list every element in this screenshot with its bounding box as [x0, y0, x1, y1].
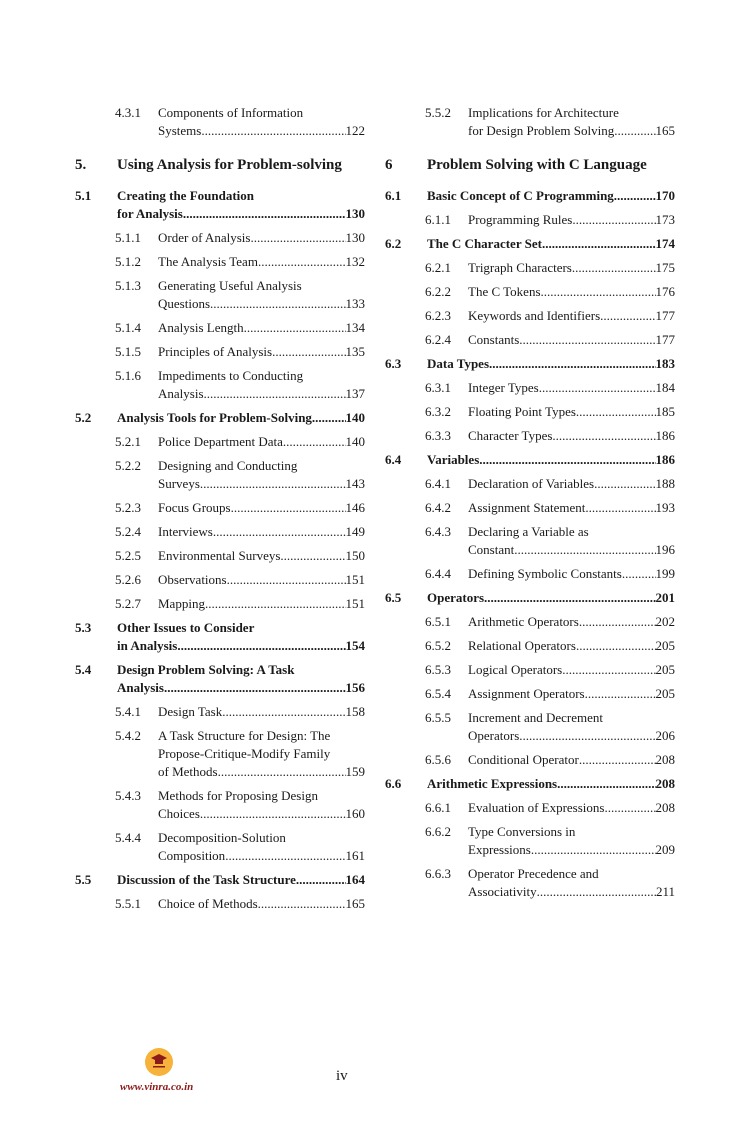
entry-number: 6.5.2	[425, 638, 451, 653]
entry-title: Declaration of Variables	[468, 476, 595, 491]
entry-page: 150	[345, 548, 365, 563]
entry-page: 184	[655, 380, 675, 395]
publisher-logo	[145, 1048, 173, 1076]
entry-title: Character Types	[468, 428, 553, 443]
toc-entry	[75, 871, 365, 889]
entry-title: Design Task	[158, 704, 223, 719]
entry-title: Principles of Analysis	[158, 344, 273, 359]
entry-title: Programming Rules	[468, 212, 573, 227]
entry-page: 151	[345, 572, 365, 587]
entry-title: Systems	[158, 123, 202, 138]
entry-number: 5.5	[75, 872, 92, 887]
dot-leader	[283, 433, 346, 451]
entry-page: 140	[345, 410, 365, 425]
entry-title: Propose-Critique-Modify Family	[158, 746, 331, 761]
entry-title: Mapping	[158, 596, 205, 611]
entry-title: Analysis	[117, 680, 164, 695]
entry-number: 5.2.5	[115, 548, 141, 563]
entry-title: Type Conversions in	[468, 824, 576, 839]
entry-title: Problem Solving with C Language	[427, 157, 647, 173]
entry-title: Operators	[427, 590, 485, 605]
entry-number: 6.6.2	[425, 824, 451, 839]
entry-page: 202	[655, 614, 675, 629]
entry-page: 130	[345, 230, 365, 245]
entry-page: 130	[345, 206, 365, 221]
entry-page: 122	[345, 123, 365, 138]
dot-leader	[272, 343, 345, 361]
entry-page: 164	[345, 872, 365, 887]
entry-page: 208	[655, 800, 675, 815]
toc-entry	[385, 379, 675, 397]
toc-left-column	[75, 104, 365, 919]
entry-number: 5.	[75, 157, 87, 173]
entry-number: 6.3.1	[425, 380, 451, 395]
entry-page: 174	[655, 236, 675, 251]
toc-entry	[385, 775, 675, 793]
entry-page: 140	[345, 434, 365, 449]
dot-leader	[213, 523, 346, 541]
dot-leader	[557, 775, 655, 793]
entry-number: 5.1.4	[115, 320, 141, 335]
entry-page: 175	[655, 260, 675, 275]
entry-page: 165	[655, 123, 675, 138]
entry-title: Observations	[158, 572, 227, 587]
dot-leader	[258, 253, 346, 271]
entry-page: 149	[345, 524, 365, 539]
entry-title: Analysis Tools for Problem-Solving	[117, 410, 312, 425]
entry-page: 137	[345, 386, 365, 401]
entry-title: Components of Information	[158, 105, 304, 120]
entry-page: 161	[345, 848, 365, 863]
toc-entry	[385, 283, 675, 301]
entry-number: 6.6.1	[425, 800, 451, 815]
entry-page: 211	[655, 884, 675, 899]
entry-page: 205	[655, 686, 675, 701]
entry-page: 185	[655, 404, 675, 419]
toc-entry	[75, 253, 365, 271]
entry-page: 188	[655, 476, 675, 491]
entry-number: 5.5.2	[425, 105, 451, 120]
entry-title: Methods for Proposing Design	[158, 788, 318, 803]
entry-title: The C Tokens	[468, 284, 541, 299]
toc-entry	[75, 595, 365, 613]
entry-title: Arithmetic Expressions	[427, 776, 558, 791]
entry-title: The C Character Set	[427, 236, 542, 251]
entry-number: 6.3	[385, 356, 402, 371]
entry-page: 205	[655, 662, 675, 677]
entry-title: of Methods	[158, 764, 218, 779]
entry-number: 6.4	[385, 452, 402, 467]
toc-entry	[75, 787, 365, 823]
toc-entry	[385, 403, 675, 421]
dot-leader	[519, 727, 655, 745]
dot-leader	[537, 883, 656, 901]
dot-leader	[205, 595, 346, 613]
entry-title: Creating the Foundation	[117, 188, 254, 203]
dot-leader	[585, 685, 656, 703]
entry-title: Police Department Data	[158, 434, 283, 449]
dot-leader	[552, 427, 655, 445]
entry-title: Assignment Statement	[468, 500, 586, 515]
toc-entry	[75, 571, 365, 589]
toc-entry	[75, 229, 365, 247]
dot-leader	[519, 331, 655, 349]
dot-leader	[484, 589, 655, 607]
chapter-heading	[75, 155, 365, 175]
dot-leader	[244, 319, 346, 337]
entry-title: Analysis Length	[158, 320, 244, 335]
toc-entry	[385, 685, 675, 703]
page-number: iv	[336, 1068, 348, 1084]
entry-number: 6.5.5	[425, 710, 451, 725]
entry-number: 6.2.1	[425, 260, 451, 275]
toc-entry	[385, 211, 675, 229]
entry-number: 5.2.4	[115, 524, 141, 539]
entry-page: 183	[655, 356, 675, 371]
entry-number: 5.1.2	[115, 254, 141, 269]
entry-number: 6.2	[385, 236, 402, 251]
dot-leader	[210, 295, 346, 313]
toc-entry	[385, 799, 675, 817]
dot-leader	[539, 379, 656, 397]
entry-number: 5.1.1	[115, 230, 141, 245]
entry-title: Increment and Decrement	[468, 710, 603, 725]
dot-leader	[231, 499, 346, 517]
entry-page: 193	[655, 500, 675, 515]
entry-number: 6.1.1	[425, 212, 451, 227]
entry-page: 151	[345, 596, 365, 611]
entry-title: Relational Operators	[468, 638, 576, 653]
entry-title: for Analysis	[117, 206, 183, 221]
toc-entry	[385, 451, 675, 469]
website-url: www.vinra.co.in	[120, 1081, 194, 1093]
entry-title: Discussion of the Task Structure	[117, 872, 296, 887]
entry-title: Keywords and Identifiers	[468, 308, 601, 323]
entry-title: Conditional Operator	[468, 752, 579, 767]
toc-entry	[385, 235, 675, 253]
entry-title: Composition	[158, 848, 226, 863]
toc-entry	[385, 259, 675, 277]
dot-leader	[541, 283, 656, 301]
entry-title: Impediments to Conducting	[158, 368, 304, 383]
entry-title: A Task Structure for Design: The	[158, 728, 331, 743]
dot-leader	[622, 565, 656, 583]
toc-entry	[385, 865, 675, 901]
entry-title: Variables	[427, 452, 480, 467]
dot-leader	[250, 229, 345, 247]
toc-entry	[75, 277, 365, 313]
entry-number: 5.1.6	[115, 368, 141, 383]
entry-title: Integer Types	[468, 380, 539, 395]
toc-entry	[75, 409, 365, 427]
entry-page: 135	[345, 344, 365, 359]
entry-title: Environmental Surveys	[158, 548, 281, 563]
entry-page: 177	[655, 308, 675, 323]
entry-number: 6.3.2	[425, 404, 451, 419]
entry-title: Defining Symbolic Constants	[468, 566, 622, 581]
dot-leader	[594, 475, 655, 493]
entry-number: 6.1	[385, 188, 402, 203]
toc-entry	[385, 661, 675, 679]
entry-page: 165	[345, 896, 365, 911]
entry-title: Decomposition-Solution	[158, 830, 286, 845]
entry-number: 5.4.2	[115, 728, 141, 743]
entry-title: Associativity	[468, 884, 537, 899]
entry-number: 6.5	[385, 590, 402, 605]
toc-entry	[385, 823, 675, 859]
entry-title: Logical Operators	[468, 662, 563, 677]
entry-number: 5.5.1	[115, 896, 141, 911]
toc-right-column	[385, 104, 675, 907]
dot-leader	[312, 409, 346, 427]
entry-number: 6.6	[385, 776, 402, 791]
toc-entry	[75, 433, 365, 451]
entry-title: Evaluation of Expressions	[468, 800, 605, 815]
dot-leader	[514, 541, 655, 559]
dot-leader	[531, 841, 656, 859]
entry-title: Generating Useful Analysis	[158, 278, 302, 293]
entry-page: 133	[345, 296, 365, 311]
dot-leader	[200, 475, 346, 493]
dot-leader	[585, 499, 655, 517]
entry-page: 158	[345, 704, 365, 719]
entry-page: 205	[655, 638, 675, 653]
entry-number: 6.2.2	[425, 284, 451, 299]
entry-title: Questions	[158, 296, 210, 311]
dot-leader	[542, 235, 656, 253]
dot-leader	[614, 187, 656, 205]
entry-number: 5.2.7	[115, 596, 141, 611]
dot-leader	[183, 205, 346, 223]
graduation-cap-icon	[151, 1053, 167, 1069]
toc-entry	[385, 523, 675, 559]
toc-entry	[75, 895, 365, 913]
toc-entry	[75, 187, 365, 223]
entry-title: Interviews	[158, 524, 213, 539]
entry-title: Using Analysis for Problem-solving	[117, 157, 342, 173]
entry-number: 6.5.1	[425, 614, 451, 629]
entry-number: 6.4.3	[425, 524, 451, 539]
entry-title: Operator Precedence and	[468, 866, 599, 881]
toc-entry	[385, 589, 675, 607]
entry-number: 5.1.5	[115, 344, 141, 359]
entry-number: 6.5.4	[425, 686, 451, 701]
entry-page: 160	[345, 806, 365, 821]
dot-leader	[258, 895, 346, 913]
entry-title: Arithmetic Operators	[468, 614, 579, 629]
dot-leader	[227, 571, 346, 589]
entry-title: in Analysis	[117, 638, 178, 653]
entry-title: Implications for Architecture	[468, 105, 619, 120]
entry-title: Floating Point Types	[468, 404, 576, 419]
entry-number: 5.2.2	[115, 458, 141, 473]
toc-entry	[75, 343, 365, 361]
dot-leader	[177, 637, 345, 655]
entry-page: 132	[345, 254, 365, 269]
entry-title: Choices	[158, 806, 200, 821]
entry-title: Design Problem Solving: A Task	[117, 662, 295, 677]
toc-entry	[75, 523, 365, 541]
dot-leader	[614, 122, 655, 140]
dot-leader	[204, 385, 346, 403]
dot-leader	[576, 403, 656, 421]
toc-entry	[385, 475, 675, 493]
entry-number: 4.3.1	[115, 105, 141, 120]
dot-leader	[218, 763, 346, 781]
entry-page: 208	[655, 752, 675, 767]
entry-number: 5.2.1	[115, 434, 141, 449]
entry-number: 6.4.2	[425, 500, 451, 515]
dot-leader	[201, 122, 345, 140]
entry-page: 159	[345, 764, 365, 779]
toc-entry	[75, 104, 365, 140]
entry-page: 134	[345, 320, 365, 335]
dot-leader	[222, 703, 345, 721]
entry-number: 5.2.3	[115, 500, 141, 515]
toc-entry	[385, 613, 675, 631]
entry-page: 186	[655, 452, 675, 467]
dot-leader	[200, 805, 346, 823]
toc-entry	[75, 703, 365, 721]
toc-entry	[385, 104, 675, 140]
entry-page: 208	[655, 776, 675, 791]
entry-number: 5.3	[75, 620, 92, 635]
entry-page: 201	[655, 590, 675, 605]
toc-entry	[75, 829, 365, 865]
toc-entry	[385, 331, 675, 349]
entry-number: 6.5.6	[425, 752, 451, 767]
entry-page: 176	[655, 284, 675, 299]
toc-entry	[75, 619, 365, 655]
toc-entry	[75, 547, 365, 565]
entry-number: 6.2.3	[425, 308, 451, 323]
entry-title: Operators	[468, 728, 520, 743]
entry-title: Expressions	[468, 842, 531, 857]
entry-title: Data Types	[427, 356, 489, 371]
entry-page: 143	[345, 476, 365, 491]
dot-leader	[579, 751, 656, 769]
entry-number: 5.1	[75, 188, 92, 203]
entry-title: Constants	[468, 332, 520, 347]
toc-entry	[385, 307, 675, 325]
entry-number: 5.4	[75, 662, 92, 677]
entry-title: Choice of Methods	[158, 896, 258, 911]
dot-leader	[604, 799, 655, 817]
toc-entry	[75, 367, 365, 403]
entry-title: Order of Analysis	[158, 230, 251, 245]
toc-entry	[385, 709, 675, 745]
entry-number: 6.4.4	[425, 566, 451, 581]
entry-page: 196	[655, 542, 675, 557]
entry-title: Surveys	[158, 476, 200, 491]
dot-leader	[562, 661, 655, 679]
toc-entry	[385, 637, 675, 655]
entry-number: 6	[385, 157, 393, 173]
entry-page: 199	[655, 566, 675, 581]
entry-number: 6.5.3	[425, 662, 451, 677]
entry-number: 5.1.3	[115, 278, 141, 293]
entry-title: Analysis	[158, 386, 204, 401]
toc-entry	[385, 751, 675, 769]
entry-title: Designing and Conducting	[158, 458, 298, 473]
entry-title: Constant	[468, 542, 515, 557]
entry-number: 5.4.4	[115, 830, 141, 845]
dot-leader	[164, 679, 346, 697]
dot-leader	[479, 451, 655, 469]
toc-entry	[385, 427, 675, 445]
entry-number: 5.2.6	[115, 572, 141, 587]
entry-number: 5.4.3	[115, 788, 141, 803]
entry-title: Basic Concept of C Programming	[427, 188, 614, 203]
toc-entry	[385, 565, 675, 583]
dot-leader	[280, 547, 345, 565]
toc-entry	[75, 727, 365, 781]
entry-page: 186	[655, 428, 675, 443]
dot-leader	[489, 355, 656, 373]
entry-title: Focus Groups	[158, 500, 231, 515]
entry-title: Assignment Operators	[468, 686, 585, 701]
entry-page: 209	[655, 842, 675, 857]
entry-page: 173	[655, 212, 675, 227]
entry-page: 154	[345, 638, 365, 653]
toc-entry	[75, 661, 365, 697]
entry-number: 6.4.1	[425, 476, 451, 491]
entry-page: 170	[655, 188, 675, 203]
entry-title: Declaring a Variable as	[468, 524, 589, 539]
entry-number: 6.3.3	[425, 428, 451, 443]
entry-number: 6.6.3	[425, 866, 451, 881]
entry-title: for Design Problem Solving	[468, 123, 615, 138]
entry-page: 156	[345, 680, 365, 695]
toc-entry	[75, 319, 365, 337]
toc-entry	[385, 187, 675, 205]
entry-number: 5.2	[75, 410, 92, 425]
entry-number: 6.2.4	[425, 332, 451, 347]
entry-page: 177	[655, 332, 675, 347]
dot-leader	[579, 613, 656, 631]
entry-title: Other Issues to Consider	[117, 620, 255, 635]
chapter-heading	[385, 155, 675, 175]
dot-leader	[576, 637, 656, 655]
dot-leader	[572, 211, 655, 229]
entry-page: 206	[655, 728, 675, 743]
entry-number: 5.4.1	[115, 704, 141, 719]
entry-page: 146	[345, 500, 365, 515]
toc-entry	[75, 457, 365, 493]
dot-leader	[225, 847, 345, 865]
dot-leader	[296, 871, 346, 889]
entry-title: Trigraph Characters	[468, 260, 572, 275]
toc-entry	[385, 499, 675, 517]
dot-leader	[600, 307, 655, 325]
toc-entry	[75, 499, 365, 517]
dot-leader	[572, 259, 656, 277]
toc-entry	[385, 355, 675, 373]
entry-title: The Analysis Team	[158, 254, 258, 269]
